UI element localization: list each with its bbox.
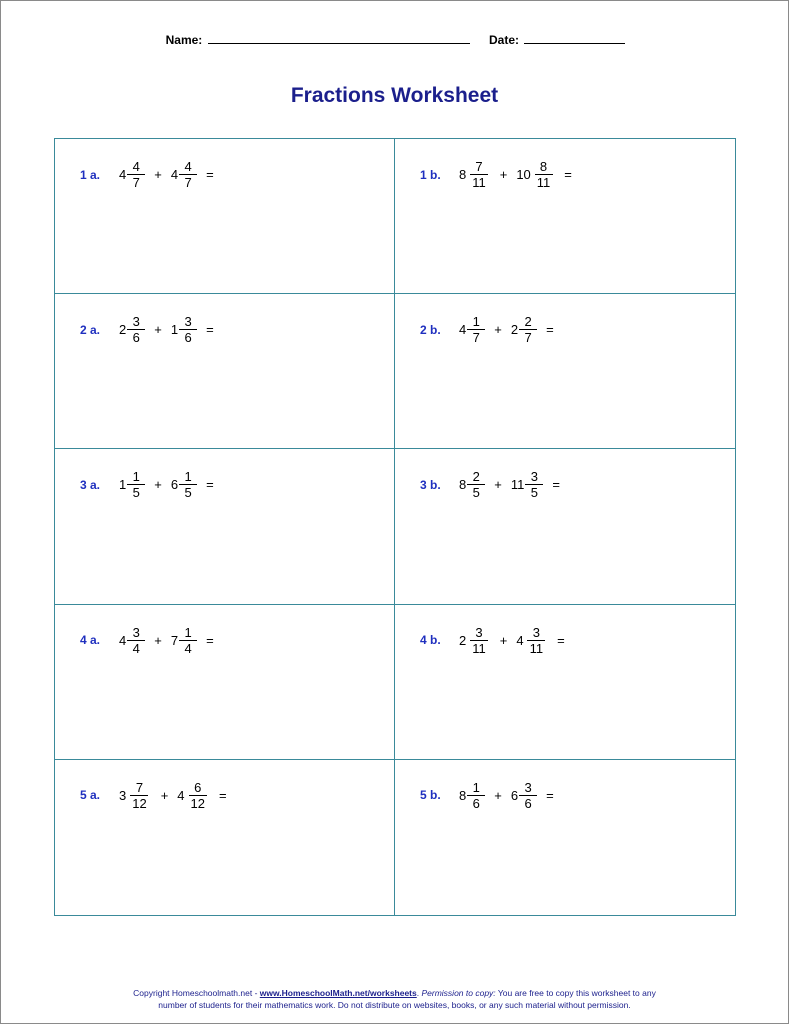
fraction (127, 314, 145, 345)
footer-separator: . (416, 988, 422, 998)
name-blank-line (208, 33, 470, 44)
whole-part: 4 (459, 322, 467, 338)
denominator: 7 (184, 175, 192, 190)
fraction (467, 159, 491, 190)
operator: + (499, 167, 508, 182)
mixed-number (459, 314, 485, 345)
whole-part: 2 (510, 322, 519, 338)
denominator: 12 (132, 795, 147, 811)
operator: + (154, 477, 162, 493)
denominator: 5 (132, 485, 140, 501)
numerator: 3 (527, 625, 545, 641)
denominator: 5 (472, 485, 480, 501)
permission-text: You are free to copy this worksheet to any (495, 988, 656, 998)
whole-part: 6 (510, 787, 519, 803)
mixed-number (459, 625, 491, 656)
mixed-number (459, 159, 491, 190)
numerator: 2 (519, 314, 537, 330)
problem (420, 159, 572, 190)
fraction (467, 314, 485, 345)
denominator: 7 (132, 175, 140, 190)
equals-sign: = (219, 787, 227, 803)
equals-sign: = (557, 632, 565, 648)
denominator: 6 (184, 330, 192, 346)
whole-part: 4 (177, 787, 185, 803)
whole-part: 4 (516, 632, 524, 648)
whole-part: 4 (170, 167, 179, 182)
numerator: 3 (179, 314, 197, 330)
problem-cell (395, 139, 735, 294)
problem (80, 625, 214, 656)
mixed-number (459, 780, 485, 811)
problem-cell (395, 294, 735, 449)
whole-part: 4 (119, 632, 127, 648)
operator: + (494, 322, 502, 338)
numerator: 3 (470, 625, 488, 641)
date-label: Date: (489, 33, 520, 47)
date-blank-line (524, 33, 625, 44)
problem-label: 5 b. (420, 788, 441, 803)
problem-label: 1 b. (420, 167, 441, 182)
operator: + (494, 787, 502, 803)
numerator: 7 (470, 159, 488, 175)
fraction (127, 625, 145, 656)
fraction (525, 469, 543, 500)
problem-cell (55, 605, 395, 760)
whole-part: 2 (459, 632, 467, 648)
numerator: 1 (467, 780, 485, 796)
equals-sign: = (564, 167, 572, 182)
whole-part: 1 (119, 477, 127, 493)
fraction (127, 780, 151, 811)
whole-part: 8 (459, 167, 467, 182)
denominator: 4 (132, 640, 140, 656)
whole-part: 6 (170, 477, 179, 493)
numerator: 4 (179, 159, 197, 175)
problem-grid (54, 138, 736, 916)
problem-cell (55, 760, 395, 915)
numerator: 1 (179, 625, 197, 641)
problem (80, 469, 214, 500)
denominator: 11 (529, 640, 544, 656)
denominator: 11 (472, 175, 486, 190)
mixed-number (511, 469, 544, 500)
operator: + (160, 787, 169, 803)
fraction (179, 469, 197, 500)
equals-sign: = (552, 477, 560, 493)
problem-cell (55, 294, 395, 449)
numerator: 1 (127, 469, 145, 485)
whole-part: 1 (170, 322, 179, 338)
equals-sign: = (206, 632, 214, 648)
numerator: 3 (525, 469, 543, 485)
fraction (179, 625, 197, 656)
equals-sign: = (546, 787, 554, 803)
numerator: 1 (467, 314, 485, 330)
whole-part: 8 (459, 787, 467, 803)
mixed-number (119, 780, 152, 811)
mixed-number (171, 314, 197, 345)
operator: + (154, 632, 162, 648)
numerator: 4 (127, 159, 145, 175)
mixed-number (119, 159, 145, 190)
numerator: 6 (189, 780, 207, 796)
fraction (519, 780, 537, 811)
problem-label: 3 b. (420, 477, 441, 492)
equals-sign: = (206, 322, 214, 338)
numerator: 7 (130, 780, 148, 796)
problem-cell (55, 139, 395, 294)
problem-label: 2 b. (420, 322, 441, 337)
denominator: 6 (132, 330, 140, 346)
name-label: Name: (165, 33, 203, 47)
mixed-number (171, 625, 197, 656)
whole-part: 11 (510, 477, 525, 493)
problem-label: 5 a. (80, 788, 101, 803)
problem-cell (395, 760, 735, 915)
mixed-number (511, 780, 537, 811)
problem-cell (55, 449, 395, 604)
whole-part: 2 (119, 322, 127, 338)
mixed-number (119, 469, 145, 500)
denominator: 6 (524, 795, 532, 811)
numerator: 3 (127, 625, 145, 641)
fraction (127, 159, 145, 190)
footer-line-1 (0, 987, 789, 999)
problem-label: 4 b. (420, 633, 441, 648)
problem-label: 1 a. (80, 167, 101, 182)
denominator: 5 (184, 485, 192, 501)
problem (80, 780, 227, 811)
operator: + (154, 322, 162, 338)
numerator: 3 (127, 314, 145, 330)
problem-label: 4 a. (80, 633, 101, 648)
denominator: 7 (472, 330, 480, 346)
denominator: 12 (190, 795, 205, 811)
whole-part: 10 (516, 167, 531, 182)
problem (420, 625, 565, 656)
mixed-number (171, 159, 197, 190)
mixed-number (171, 469, 197, 500)
operator: + (499, 632, 508, 648)
denominator: 5 (530, 485, 538, 501)
fraction (519, 314, 537, 345)
fraction (179, 314, 197, 345)
equals-sign: = (206, 167, 214, 182)
denominator: 4 (184, 640, 192, 656)
problem (420, 469, 560, 500)
page-title: Fractions Worksheet (290, 84, 499, 107)
fraction (532, 159, 556, 190)
mixed-number (516, 625, 548, 656)
fraction (467, 780, 485, 811)
fraction (525, 625, 549, 656)
numerator: 3 (519, 780, 537, 796)
whole-part: 7 (170, 632, 179, 648)
mixed-number (459, 469, 485, 500)
equals-sign: = (546, 322, 554, 338)
copyright-text: Copyright Homeschoolmath.net - (133, 988, 260, 998)
problem (80, 159, 214, 190)
fraction (467, 625, 491, 656)
fraction (179, 159, 197, 190)
footer (0, 987, 789, 1011)
mixed-number (119, 314, 145, 345)
footer-line-2: number of students for their mathematics work. Do not distribute on websites, books, or any such material without permission. (158, 1000, 631, 1010)
whole-part: 8 (459, 477, 467, 493)
whole-part: 4 (119, 167, 127, 182)
worksheet-header (0, 33, 789, 47)
denominator: 11 (472, 640, 486, 656)
problem-label: 2 a. (80, 322, 101, 337)
mixed-number (177, 780, 210, 811)
permission-label: Permission to copy: (421, 988, 496, 998)
problem-cell (395, 449, 735, 604)
denominator: 7 (524, 330, 532, 346)
fraction (127, 469, 145, 500)
numerator: 1 (179, 469, 197, 485)
mixed-number (119, 625, 145, 656)
problem (420, 780, 554, 811)
mixed-number (511, 314, 537, 345)
equals-sign: = (206, 477, 214, 493)
operator: + (154, 167, 162, 182)
problem (420, 314, 554, 345)
whole-part: 3 (119, 787, 127, 803)
problem-label: 3 a. (80, 477, 101, 492)
denominator: 6 (472, 795, 480, 811)
operator: + (494, 477, 502, 493)
worksheets-link[interactable]: www.HomeschoolMath.net/worksheets (259, 988, 417, 998)
numerator: 2 (467, 469, 485, 485)
denominator: 11 (536, 175, 551, 190)
problem-cell (395, 605, 735, 760)
fraction (186, 780, 210, 811)
fraction (467, 469, 485, 500)
mixed-number (516, 159, 555, 190)
problem (80, 314, 214, 345)
numerator: 8 (535, 159, 553, 175)
